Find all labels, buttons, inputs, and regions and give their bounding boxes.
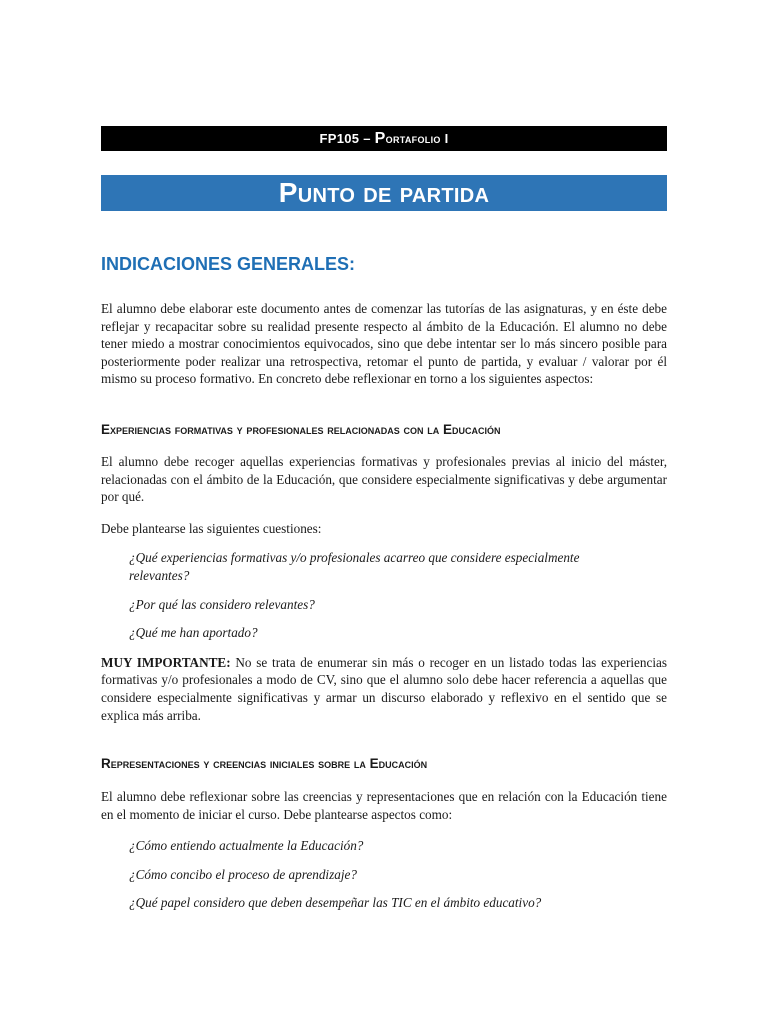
questions-lead: Debe plantearse las siguientes cuestiones: [101,520,322,536]
experience-questions-list [101,549,667,641]
course-code: FP105 [319,131,360,146]
section-heading-general: INDICACIONES GENERALES: [101,254,356,274]
important-text: No se trata de enumerar sin más o recoger en un listado todas las experiencias formativas y/o profesionales a modo de CV, sino que el alumno solo debe hacer referencia a aquellas que considere especialmente significativas y armar un discurso elaborado y reflexivo en el sentido que se explica más arriba. [101,654,667,723]
document-content [101,126,667,912]
important-note [101,654,667,724]
subheading-beliefs: Representaciones y creencias iniciales sobre la Educación [101,756,428,772]
question-item: ¿Por qué las considero relevantes? [129,596,315,612]
header-title-rest: ortafolio I [385,131,449,146]
intro-paragraph: El alumno debe elaborar este documento antes de comenzar las tutorías de las asignaturas, y en éste debe reflejar y recapacitar sobre su realidad presente respecto al ámbito de la Educación. El alumno no debe tener miedo a mostrar conocimientos equivocados, sino que debe intentar ser lo más sincero posible para posteriormente poder realizar una retrospectiva, retomar el punto de partida, y evaluar / valorar por él mismo su proceso formativo. En concreto debe reflexionar en torno a los siguientes aspectos: [101,301,667,387]
main-title: Punto de partida [278,177,490,208]
important-label: MUY IMPORTANTE: [101,654,231,670]
question-item: ¿Qué me han aportado? [129,625,258,641]
header-title-initial: P [374,129,386,147]
main-title-bar [101,175,667,211]
belief-questions-list [101,837,667,912]
experiences-paragraph: El alumno debe recoger aquellas experiencias formativas y profesionales previas al inicio del máster, relacionadas con el ámbito de la Educación, que considere especialmente significativas y debe argumentar por qué. [101,453,667,505]
header-separator: – [363,131,371,146]
question-item: ¿Cómo concibo el proceso de aprendizaje? [129,866,357,882]
question-item: ¿Qué experiencias formativas y/o profesionales acarreo que considere especialmente relevantes? [129,550,580,583]
course-header-bar [101,126,667,151]
question-item: ¿Qué papel considero que deben desempeñar las TIC en el ámbito educativo? [129,895,542,911]
question-item: ¿Cómo entiendo actualmente la Educación? [129,838,364,854]
beliefs-paragraph: El alumno debe reflexionar sobre las creencias y representaciones que en relación con la Educación tiene en el momento de iniciar el curso. Debe plantearse aspectos como: [101,789,667,822]
subheading-experiences: Experiencias formativas y profesionales relacionadas con la Educación [101,421,501,437]
